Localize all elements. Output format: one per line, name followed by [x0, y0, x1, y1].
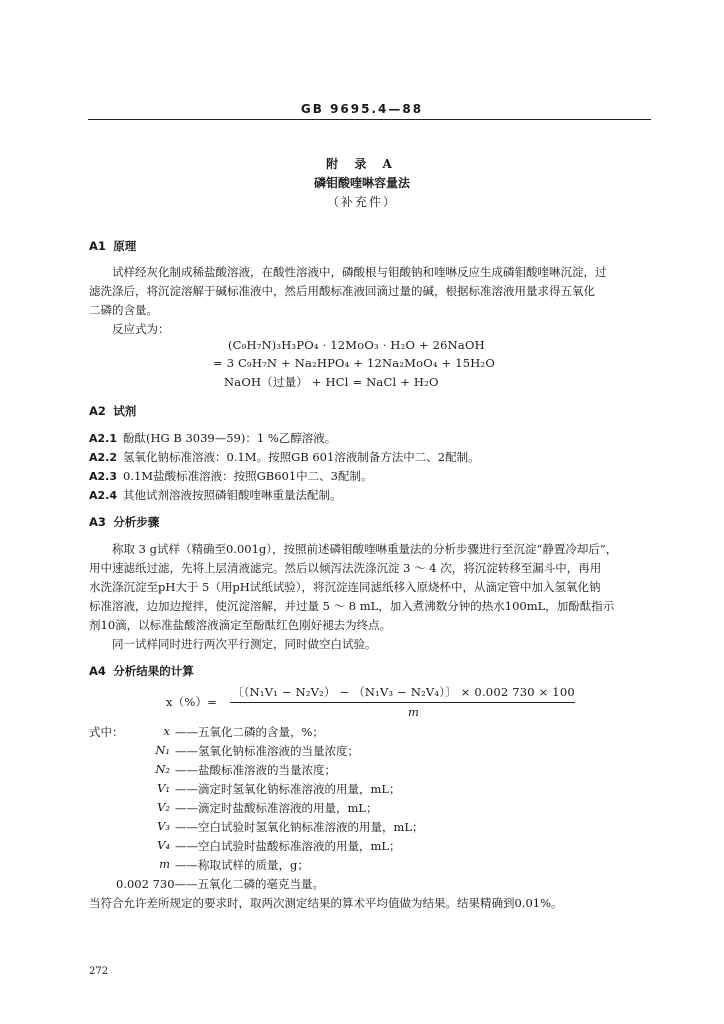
section-a1-heading: [89, 238, 136, 254]
formula-lhs: x（%）=: [166, 695, 218, 709]
def-symbol: V₃: [157, 819, 170, 833]
item-number: A2.1: [89, 432, 117, 445]
section-title: 分析结果的计算: [113, 664, 194, 678]
reaction-equation-3: NaOH（过量） + HCl = NaCl + H₂O: [224, 375, 439, 389]
paragraph-line: 二磷的含量。: [89, 303, 158, 317]
def-text: ——五氧化二磷的含量，%；: [175, 725, 324, 739]
def-symbol: N₁: [155, 743, 170, 757]
section-title: 原理: [113, 239, 137, 253]
reagent-item: [89, 430, 336, 446]
def-symbol: V₁: [157, 781, 170, 795]
fraction-bar: [230, 702, 575, 703]
formula-denominator: m: [408, 705, 420, 719]
section-title: 试剂: [113, 404, 137, 418]
item-text: 其他试剂溶液按照磷钼酸喹啉重量法配制。: [123, 488, 342, 502]
section-a4-heading: [89, 663, 194, 679]
section-number: A3: [89, 515, 106, 529]
reagent-item: [89, 487, 342, 503]
item-text: 酚酞(HG B 3039—59)：1 %乙醇溶液。: [123, 431, 337, 445]
supplement-label: （补充件）: [326, 195, 397, 209]
paragraph-line: 滤洗涤后，将沉淀溶解于碱标准液中，然后用酸标准液回滴过量的碱，根据标准溶液用量求得五氧化: [89, 284, 595, 298]
paragraph-line: 标准溶液，边加边搅拌，使沉淀溶解，并过量 5 ～ 8 mL，加入煮沸数分钟的热水100mL，加酚酞指示: [89, 599, 615, 613]
section-title: 分析步骤: [113, 515, 160, 529]
def-text: ——空白试验时盐酸标准溶液的用量，mL；: [175, 839, 401, 853]
paragraph-line: 同一试样同时进行两次平行测定，同时做空白试验。: [112, 637, 377, 651]
reagent-item: [89, 468, 372, 484]
standard-code-header: GB 9695.4—88: [300, 102, 424, 116]
paragraph-line: 用中速滤纸过滤，先将上层清液滤完。然后以倾泻法洗涤沉淀 3 ～ 4 次，将沉淀转移至漏斗中，再用: [89, 561, 602, 575]
section-number: A4: [89, 664, 106, 678]
appendix-title: 附 录 A: [326, 157, 398, 171]
def-symbol: m: [159, 857, 170, 871]
section-a2-heading: [89, 403, 136, 419]
paragraph-line: 反应式为：: [112, 322, 170, 336]
reaction-equation-2: = 3 C₉H₇N + Na₂HPO₄ + 12Na₂MoO₄ + 15H₂O: [213, 356, 495, 370]
method-title: 磷钼酸喹啉容量法: [313, 176, 410, 190]
def-text: ——称取试样的质量，g；: [175, 858, 309, 872]
page-number: 272: [89, 966, 109, 977]
def-symbol: V₄: [157, 838, 170, 852]
def-text: ——氢氧化钠标准溶液的当量浓度；: [175, 744, 359, 758]
item-number: A2.4: [89, 489, 117, 502]
item-text: 氢氧化钠标准溶液：0.1M。按照GB 601溶液制备方法中二、2配制。: [123, 450, 480, 464]
section-number: A2: [89, 404, 106, 418]
paragraph-line: 称取 3 g试样（精确至0.001g），按照前述磷钼酸喹啉重量法的分析步骤进行至沉淀“静置冷却后”，: [112, 542, 618, 556]
section-number: A1: [89, 239, 106, 253]
paragraph-line: 水洗涤沉淀至pH大于 5（用pH试纸试验），将沉淀连同滤纸移入原烧杯中，从滴定管中加入氢氧化钠: [89, 580, 601, 594]
conclusion-line: 当符合允许差所规定的要求时，取两次测定结果的算术平均值做为结果。结果精确到0.01%。: [89, 896, 563, 910]
def-symbol: N₂: [155, 762, 170, 776]
item-number: A2.3: [89, 470, 117, 483]
constant-definition: 0.002 730——五氧化二磷的毫克当量。: [116, 877, 325, 891]
def-text: ——滴定时盐酸标准溶液的用量，mL；: [175, 801, 378, 815]
header-rule: [88, 119, 651, 120]
section-a3-heading: [89, 514, 159, 530]
def-symbol: x: [163, 724, 170, 738]
where-label: 式中：: [89, 725, 124, 739]
reaction-equation-1: (C₉H₇N)₃H₃PO₄ · 12MoO₃ · H₂O + 26NaOH: [228, 338, 485, 352]
reagent-item: [89, 449, 480, 465]
paragraph-line: 试样经灰化制成稀盐酸溶液，在酸性溶液中，磷酸根与钼酸钠和喹啉反应生成磷钼酸喹啉沉淀，过: [112, 265, 607, 279]
item-number: A2.2: [89, 451, 117, 464]
def-text: ——空白试验时氢氧化钠标准溶液的用量，mL；: [175, 820, 424, 834]
def-symbol: V₂: [157, 800, 170, 814]
def-text: ——盐酸标准溶液的当量浓度；: [175, 763, 336, 777]
formula-numerator: 〔（N₁V₁ − N₂V₂） − （N₁V₃ − N₂V₄）〕 × 0.002 730 × 100: [232, 685, 575, 699]
paragraph-line: 剂10滴，以标准盐酸溶液滴定至酚酞红色刚好褪去为终点。: [89, 618, 392, 632]
item-text: 0.1M盐酸标准溶液：按照GB601中二、3配制。: [123, 469, 373, 483]
def-text: ——滴定时氢氧化钠标准溶液的用量，mL；: [175, 782, 401, 796]
